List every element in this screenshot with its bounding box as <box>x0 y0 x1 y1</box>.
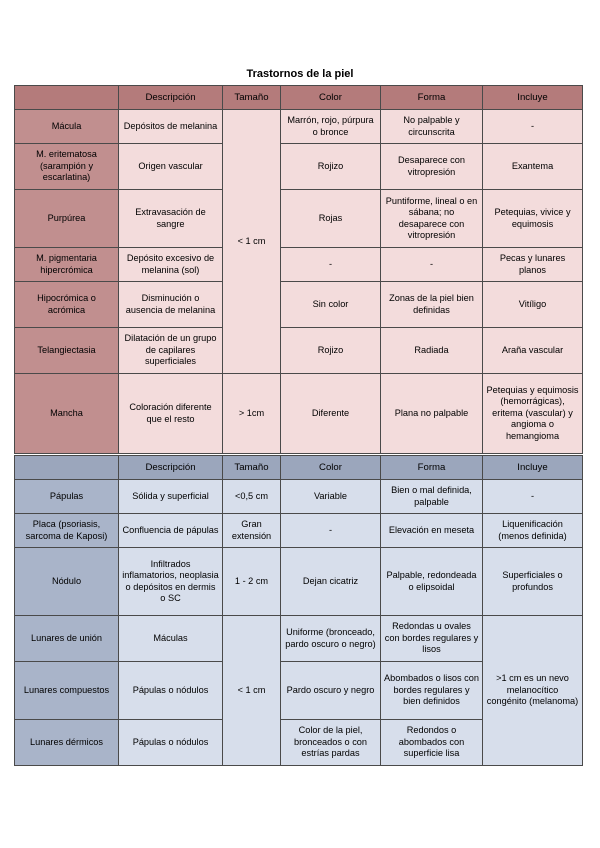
cell-descripcion: Pápulas o nódulos <box>119 662 223 720</box>
cell-incluye: Vitíligo <box>483 282 583 328</box>
table-row <box>15 190 583 248</box>
cell-incluye: Petequias y equimosis (hemorrágicas), eritema (vascular) y angioma o hemangioma <box>483 374 583 454</box>
cell-forma: Zonas de la piel bien definidas <box>381 282 483 328</box>
row-name: Pápulas <box>15 480 119 514</box>
cell-forma: Puntiforme, lineal o en sábana; no desaparece con vitropresión <box>381 190 483 248</box>
row-name: Lunares compuestos <box>15 662 119 720</box>
header-descripcion: Descripción <box>119 86 223 110</box>
table-header-row <box>15 456 583 480</box>
cell-color: - <box>281 514 381 548</box>
cell-tamano-shared: < 1 cm <box>223 616 281 766</box>
macule-disorders-table <box>14 85 583 454</box>
cell-descripcion: Dilatación de un grupo de capilares superficiales <box>119 328 223 374</box>
row-name: Lunares de unión <box>15 616 119 662</box>
table-row <box>15 144 583 190</box>
cell-descripcion: Origen vascular <box>119 144 223 190</box>
cell-incluye: Araña vascular <box>483 328 583 374</box>
row-name: Purpúrea <box>15 190 119 248</box>
cell-forma: Abombados o lisos con bordes regulares y bien definidos <box>381 662 483 720</box>
cell-tamano: > 1cm <box>223 374 281 454</box>
cell-color: Rojizo <box>281 144 381 190</box>
cell-incluye-shared: >1 cm es un nevo melanocítico congénito (melanoma) <box>483 616 583 766</box>
cell-forma: - <box>381 248 483 282</box>
row-name: Placa (psoriasis, sarcoma de Kaposi) <box>15 514 119 548</box>
table-row <box>15 328 583 374</box>
cell-forma: Plana no palpable <box>381 374 483 454</box>
row-name: Nódulo <box>15 548 119 616</box>
cell-color: Rojas <box>281 190 381 248</box>
cell-tamano: Gran extensión <box>223 514 281 548</box>
cell-color: Pardo oscuro y negro <box>281 662 381 720</box>
cell-forma: Elevación en meseta <box>381 514 483 548</box>
row-name: M. pigmentaria hipercrómica <box>15 248 119 282</box>
header-tamano: Tamaño <box>223 456 281 480</box>
header-corner-cell <box>15 86 119 110</box>
header-corner-cell <box>15 456 119 480</box>
cell-color: Uniforme (bronceado, pardo oscuro o negro) <box>281 616 381 662</box>
cell-color: Dejan cicatriz <box>281 548 381 616</box>
table-row <box>15 248 583 282</box>
cell-color: Marrón, rojo, púrpura o bronce <box>281 110 381 144</box>
cell-incluye: - <box>483 110 583 144</box>
row-name: Mácula <box>15 110 119 144</box>
row-name: Hipocrómica o acrómica <box>15 282 119 328</box>
cell-forma: Desaparece con vitropresión <box>381 144 483 190</box>
cell-incluye: - <box>483 480 583 514</box>
table-row <box>15 374 583 454</box>
table-header-row <box>15 86 583 110</box>
table-row <box>15 110 583 144</box>
cell-descripcion: Confluencia de pápulas <box>119 514 223 548</box>
row-name: Telangiectasia <box>15 328 119 374</box>
header-incluye: Incluye <box>483 456 583 480</box>
header-forma: Forma <box>381 86 483 110</box>
table-row <box>15 514 583 548</box>
row-name: Mancha <box>15 374 119 454</box>
header-incluye: Incluye <box>483 86 583 110</box>
cell-tamano: <0,5 cm <box>223 480 281 514</box>
cell-color: Diferente <box>281 374 381 454</box>
header-descripcion: Descripción <box>119 456 223 480</box>
cell-color: Sin color <box>281 282 381 328</box>
row-name: M. eritematosa (sarampión y escarlatina) <box>15 144 119 190</box>
cell-descripcion: Depósitos de melanina <box>119 110 223 144</box>
cell-incluye: Superficiales o profundos <box>483 548 583 616</box>
cell-forma: Redondas u ovales con bordes regulares y lisos <box>381 616 483 662</box>
cell-incluye: Petequias, vivice y equimosis <box>483 190 583 248</box>
cell-tamano-shared: < 1 cm <box>223 110 281 374</box>
header-color: Color <box>281 456 381 480</box>
table-row <box>15 616 583 662</box>
cell-tamano: 1 - 2 cm <box>223 548 281 616</box>
cell-color: Color de la piel, bronceados o con estrías pardas <box>281 720 381 766</box>
cell-descripcion: Sólida y superficial <box>119 480 223 514</box>
cell-descripcion: Coloración diferente que el resto <box>119 374 223 454</box>
document-title: Trastornos de la piel <box>246 68 354 80</box>
cell-descripcion: Infiltrados inflamatorios, neoplasia o depósitos en dermis o SC <box>119 548 223 616</box>
table-row <box>15 282 583 328</box>
cell-forma: Bien o mal definida, palpable <box>381 480 483 514</box>
cell-descripcion: Máculas <box>119 616 223 662</box>
cell-color: Rojizo <box>281 328 381 374</box>
cell-descripcion: Disminución o ausencia de melanina <box>119 282 223 328</box>
header-color: Color <box>281 86 381 110</box>
header-tamano: Tamaño <box>223 86 281 110</box>
table-row <box>15 548 583 616</box>
papule-disorders-table <box>14 455 583 766</box>
header-forma: Forma <box>381 456 483 480</box>
cell-forma: Redondos o abombados con superficie lisa <box>381 720 483 766</box>
cell-forma: No palpable y circunscrita <box>381 110 483 144</box>
row-name: Lunares dérmicos <box>15 720 119 766</box>
cell-incluye: Liquenificación (menos definida) <box>483 514 583 548</box>
cell-incluye: Pecas y lunares planos <box>483 248 583 282</box>
cell-forma: Palpable, redondeada o elipsoidal <box>381 548 483 616</box>
cell-color: Variable <box>281 480 381 514</box>
table-row <box>15 480 583 514</box>
cell-descripcion: Depósito excesivo de melanina (sol) <box>119 248 223 282</box>
cell-forma: Radiada <box>381 328 483 374</box>
cell-color: - <box>281 248 381 282</box>
cell-descripcion: Pápulas o nódulos <box>119 720 223 766</box>
cell-incluye: Exantema <box>483 144 583 190</box>
cell-descripcion: Extravasación de sangre <box>119 190 223 248</box>
